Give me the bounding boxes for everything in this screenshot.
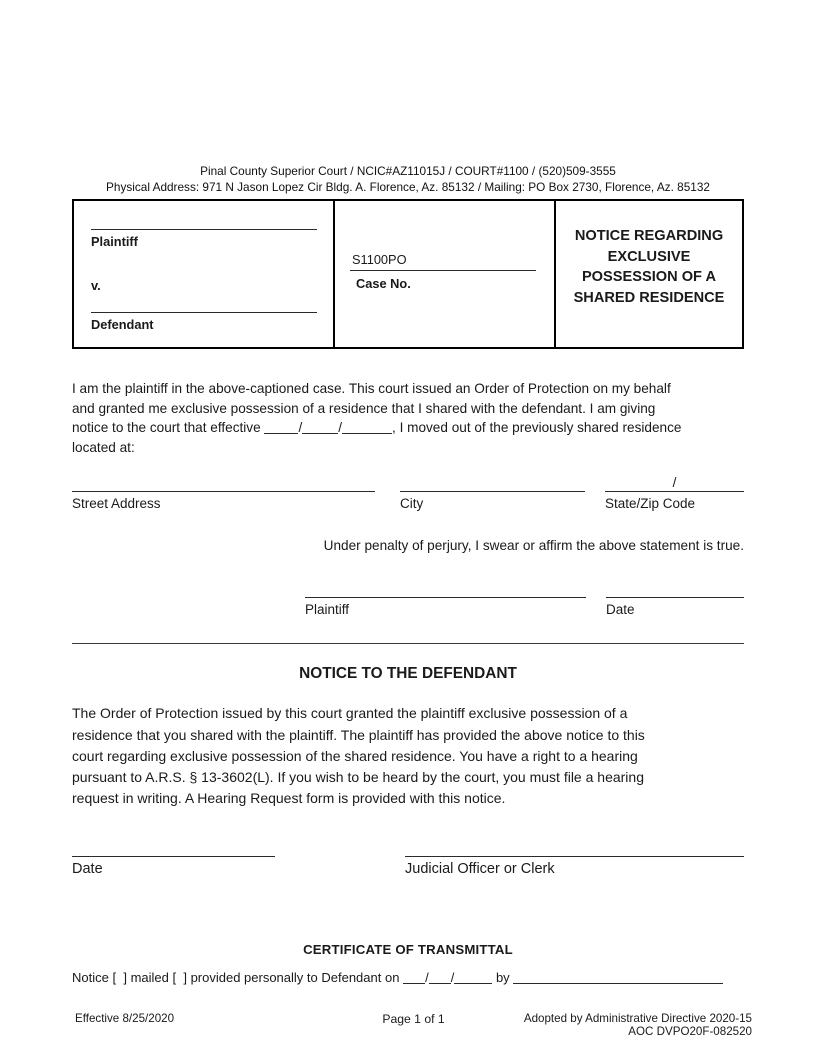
street-address-label: Street Address bbox=[72, 496, 161, 512]
defendant-notice-line: The Order of Protection issued by this court granted the plaintiff exclusive possession of a bbox=[72, 705, 628, 722]
city-line[interactable] bbox=[400, 474, 585, 492]
court-signature-row bbox=[72, 845, 744, 878]
plaintiff-signature-field bbox=[305, 586, 586, 618]
move-out-month-blank[interactable] bbox=[264, 421, 298, 434]
plaintiff-date-label: Date bbox=[606, 602, 635, 618]
adoption-info bbox=[512, 1013, 752, 1038]
court-date-field bbox=[72, 845, 275, 878]
case-number-value: S1100PO bbox=[352, 252, 407, 267]
statement-line3-tail: , I moved out of the previously shared residence bbox=[392, 420, 682, 436]
personal-delivery-checkbox[interactable]: [ ] bbox=[172, 970, 187, 986]
transmittal-provided-text: provided personally to Defendant on bbox=[190, 970, 400, 986]
transmittal-by-blank[interactable] bbox=[513, 971, 723, 984]
case-number-line[interactable] bbox=[350, 270, 536, 271]
plaintiff-signature-row bbox=[72, 586, 744, 618]
form-content bbox=[72, 163, 744, 986]
certificate-of-transmittal-heading: CERTIFICATE OF TRANSMITTAL bbox=[303, 942, 513, 958]
case-number-label: Case No. bbox=[356, 276, 411, 291]
court-date-label: Date bbox=[72, 861, 103, 878]
transmittal-day-blank[interactable] bbox=[429, 971, 451, 984]
section-divider bbox=[72, 643, 744, 644]
transmittal-mailed-word: mailed bbox=[130, 970, 169, 986]
court-header-line1: Pinal County Superior Court / NCIC#AZ11015J / COURT#1100 / (520)509-3555 bbox=[200, 164, 616, 178]
court-date-line[interactable] bbox=[72, 845, 275, 857]
move-out-year-blank[interactable] bbox=[342, 421, 392, 434]
statement-line2: and granted me exclusive possession of a residence that I shared with the defendant. I am giving bbox=[72, 400, 656, 416]
plaintiff-signature-line[interactable] bbox=[305, 586, 586, 598]
mailed-checkbox[interactable]: [ ] bbox=[112, 970, 127, 986]
plaintiff-name-line[interactable] bbox=[91, 229, 317, 230]
street-address-line[interactable] bbox=[72, 474, 375, 492]
defendant-name-line[interactable] bbox=[91, 312, 317, 313]
statement-line3-text: notice to the court that effective bbox=[72, 420, 261, 436]
transmittal-line bbox=[72, 970, 744, 986]
state-zip-slash: / bbox=[672, 475, 677, 491]
transmittal-month-blank[interactable] bbox=[403, 971, 425, 984]
move-out-day-blank[interactable] bbox=[302, 421, 338, 434]
plaintiff-date-line[interactable] bbox=[606, 586, 744, 598]
form-title: NOTICE REGARDING EXCLUSIVE POSSESSION OF A SHARED RESIDENCE bbox=[573, 228, 725, 306]
street-address-field bbox=[72, 474, 375, 512]
judicial-officer-field bbox=[405, 845, 744, 878]
judicial-officer-line[interactable] bbox=[405, 845, 744, 857]
caption-box bbox=[72, 199, 744, 349]
page-footer bbox=[75, 1013, 752, 1038]
transmittal-year-blank[interactable] bbox=[454, 971, 492, 984]
plaintiff-date-field bbox=[606, 586, 744, 618]
perjury-statement: Under penalty of perjury, I swear or affirm the above statement is true. bbox=[323, 538, 744, 554]
form-number: AOC DVPO20F-082520 bbox=[628, 1024, 752, 1038]
adoption-directive: Adopted by Administrative Directive 2020-15 bbox=[523, 1012, 752, 1025]
state-zip-line[interactable] bbox=[605, 474, 744, 492]
plaintiff-signature-label: Plaintiff bbox=[305, 602, 350, 618]
plaintiff-statement bbox=[72, 379, 744, 457]
effective-date: Effective 8/25/2020 bbox=[75, 1012, 175, 1025]
state-zip-label: State/Zip Code bbox=[605, 496, 696, 512]
page-number: Page 1 of 1 bbox=[382, 1012, 445, 1026]
defendant-notice-line: court regarding exclusive possession of the shared residence. You have a right to a hearing bbox=[72, 747, 638, 764]
versus-label: v. bbox=[91, 278, 101, 293]
defendant-notice-line: residence that you shared with the plaintiff. The plaintiff has provided the above notice to this bbox=[72, 726, 645, 743]
transmittal-notice-word: Notice bbox=[72, 970, 109, 986]
statement-line4: located at: bbox=[72, 439, 135, 455]
transmittal-by-word: by bbox=[495, 970, 510, 986]
date-slash: / bbox=[298, 420, 303, 436]
parties-cell bbox=[74, 201, 335, 347]
defendant-label: Defendant bbox=[91, 317, 154, 332]
address-fields bbox=[72, 474, 744, 512]
city-label: City bbox=[400, 496, 424, 512]
defendant-notice-line: pursuant to A.R.S. § 13-3602(L). If you wish to be heard by the court, you must file a hearing bbox=[72, 768, 644, 785]
transmittal-date-slash: / bbox=[450, 970, 455, 986]
state-zip-field bbox=[605, 474, 744, 512]
statement-line3 bbox=[72, 418, 744, 438]
plaintiff-label: Plaintiff bbox=[91, 234, 138, 249]
court-header bbox=[72, 163, 744, 195]
city-field bbox=[400, 474, 585, 512]
defendant-notice-line: request in writing. A Hearing Request form is provided with this notice. bbox=[72, 790, 506, 807]
judicial-officer-label: Judicial Officer or Clerk bbox=[405, 861, 555, 878]
form-title-cell bbox=[556, 201, 742, 347]
notice-to-defendant-heading: NOTICE TO THE DEFENDANT bbox=[299, 665, 517, 683]
date-slash: / bbox=[338, 420, 343, 436]
transmittal-date-slash: / bbox=[425, 970, 429, 986]
statement-line1: I am the plaintiff in the above-captioned case. This court issued an Order of Protection on my behalf bbox=[72, 381, 671, 396]
defendant-notice-body bbox=[72, 703, 744, 809]
case-number-cell bbox=[335, 201, 556, 347]
court-header-line2: Physical Address: 971 N Jason Lopez Cir Bldg. A. Florence, Az. 85132 / Mailing: PO Box 2730, Florence, Az. 85132 bbox=[106, 180, 710, 194]
